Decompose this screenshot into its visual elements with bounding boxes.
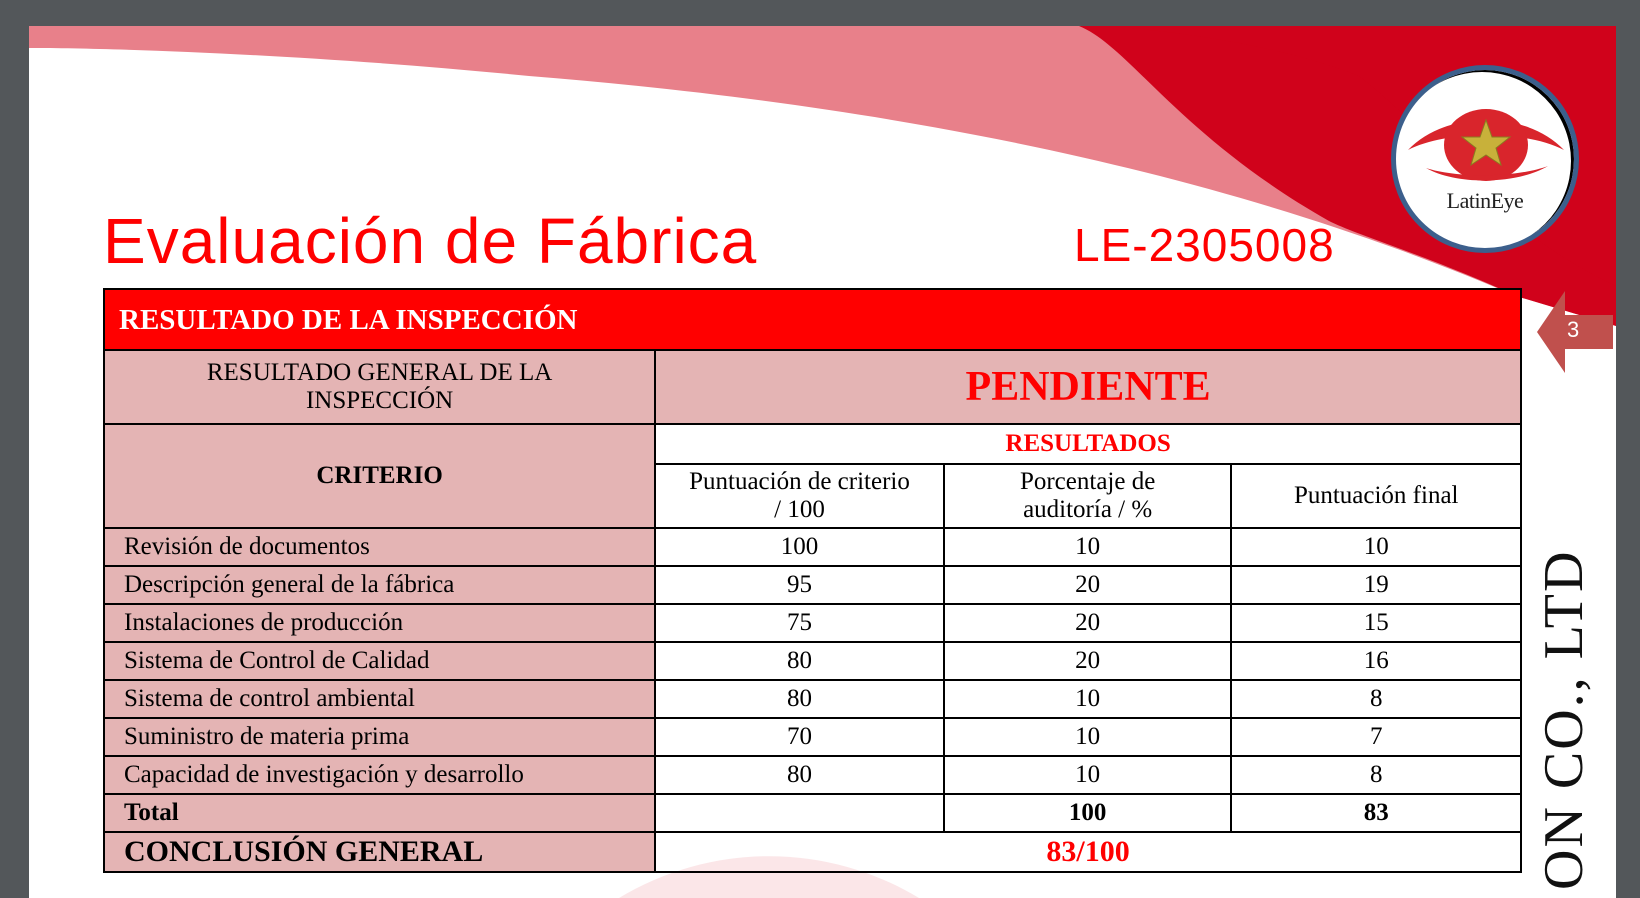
report-code: LE-2305008 [1074,219,1335,271]
logo-text: LatinEye [1446,188,1524,213]
score-cell: 80 [655,680,944,718]
percent-cell: 10 [944,528,1232,566]
page-number: 3 [1567,317,1580,342]
final-cell: 8 [1231,756,1521,794]
total-final: 83 [1231,794,1521,832]
final-cell: 19 [1231,566,1521,604]
score-cell: 70 [655,718,944,756]
percent-cell: 20 [944,604,1232,642]
criterion-header: CRITERIO [104,424,655,528]
results-header: RESULTADOS [655,424,1521,464]
percent-cell: 10 [944,718,1232,756]
table-row [104,528,1521,566]
page-number-badge [1537,291,1613,373]
criterion-cell: Sistema de Control de Calidad [104,642,655,680]
table-row [104,642,1521,680]
final-cell: 10 [1231,528,1521,566]
overall-result-label: RESULTADO GENERAL DE LA INSPECCIÓN [104,350,655,424]
criterion-cell: Sistema de control ambiental [104,680,655,718]
percent-cell: 10 [944,756,1232,794]
score-cell: 95 [655,566,944,604]
score-cell: 100 [655,528,944,566]
section-title: RESULTADO DE LA INSPECCIÓN [104,289,1521,350]
score-cell: 75 [655,604,944,642]
table-row [104,680,1521,718]
document-page [29,26,1616,898]
column-header-final: Puntuación final [1231,464,1521,528]
criterion-cell: Suministro de materia prima [104,718,655,756]
final-cell: 15 [1231,604,1521,642]
column-header-score: Puntuación de criterio / 100 [655,464,944,528]
eye-star-icon [1396,70,1574,248]
side-company-text: ON CO., LTD [1533,549,1595,890]
criterion-cell: Descripción general de la fábrica [104,566,655,604]
total-score [655,794,944,832]
percent-cell: 10 [944,680,1232,718]
conclusion-value: 83/100 [655,832,1521,872]
percent-cell: 20 [944,642,1232,680]
final-cell: 7 [1231,718,1521,756]
table-row [104,604,1521,642]
conclusion-label: CONCLUSIÓN GENERAL [104,832,655,872]
total-label: Total [104,794,655,832]
percent-cell: 20 [944,566,1232,604]
overall-result-value: PENDIENTE [655,350,1521,424]
table-row [104,566,1521,604]
column-header-percent: Porcentaje de auditoría / % [944,464,1232,528]
table-row [104,718,1521,756]
score-cell: 80 [655,642,944,680]
final-cell: 8 [1231,680,1521,718]
score-cell: 80 [655,756,944,794]
inspection-results-table [103,288,1522,873]
page-title: Evaluación de Fábrica [103,205,758,277]
latineye-logo [1391,65,1579,253]
table-row [104,756,1521,794]
criterion-cell: Revisión de documentos [104,528,655,566]
total-percent: 100 [944,794,1232,832]
criterion-cell: Instalaciones de producción [104,604,655,642]
criterion-cell: Capacidad de investigación y desarrollo [104,756,655,794]
final-cell: 16 [1231,642,1521,680]
